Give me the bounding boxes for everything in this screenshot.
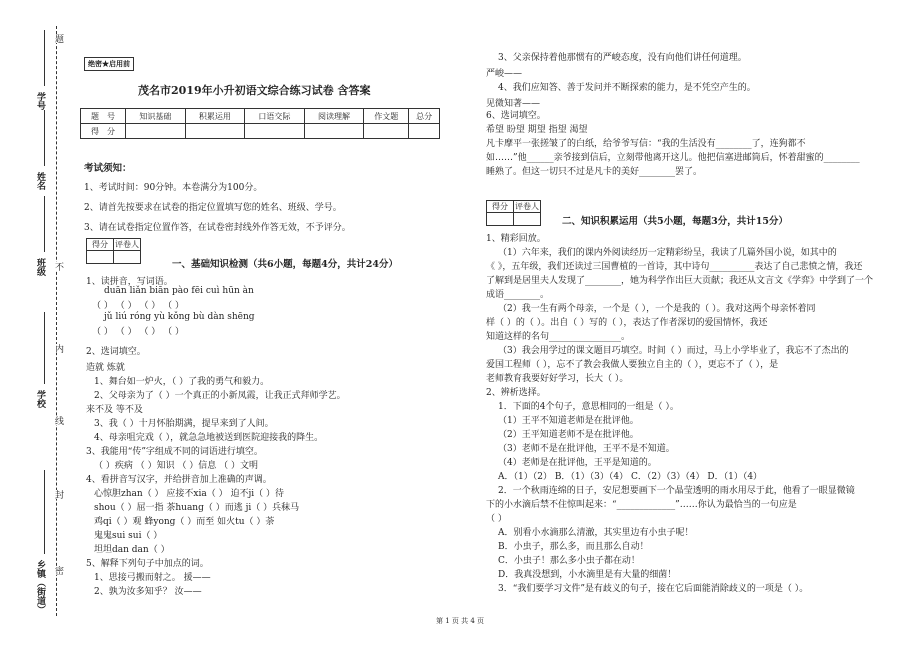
question-line: 3、父亲保持着他那惯有的严峻态度，没有向他们讲任何道理。 [498,53,747,63]
grader-name-label: 评卷人 [115,240,139,249]
score-cell[interactable] [126,124,186,139]
margin-label-town: 乡镇（街道） [35,560,45,614]
margin-label-student-id: 学号 [35,92,45,110]
question-line: 凡卡摩平一张搓皱了的白纸，给爷爷写信：“我的生活没有________了，连狗都不 [486,139,806,149]
question-line: 1、舞台如一炉火，（ ）了我的勇气和毅力。 [94,377,270,387]
answer-blank-line[interactable]: 心惊胆zhan（ ） 应接不xia（ ） 迫不ji（ ）待 [94,489,284,499]
score-cell[interactable] [364,124,409,139]
question-line: 2、孰为汝多知乎？ 汝—— [94,587,202,597]
cut-char: 密 [53,566,63,575]
question-line: 2、父母亲为了（ ）一个真正的小新凤霞，让我正式拜师学艺。 [94,391,346,401]
score-cell[interactable] [245,124,305,139]
question-line: 知道这样的名句________________。 [486,332,631,342]
right-column-body [486,213,886,593]
answer-blank-line[interactable]: （ ）疾病 （ ）知识 （ ）信息 （ ）文明 [94,461,259,471]
answer-blank-line[interactable]: 见微知著—— [486,99,541,109]
question-line: 1．下面的4个句子，意思相同的一组是（ ）。 [498,402,679,412]
option-line: D．我真没想到，小水滴里是有大量的细菌！ [498,570,677,580]
question-line: 4、母亲咀完戏（ ），就急急地被送到医院迎接我的降生。 [94,433,324,443]
score-table-header: 作文题 [364,109,409,124]
confidential-tag: 绝密★启用前 [84,57,134,71]
question-line: 1、读拼音，写词语。 [86,277,173,287]
question-line: 如……”他______亲爷接到信后，立刻带他离开这儿。他把信塞进邮筒后，怀着甜蜜的________ [486,153,860,163]
cut-char: 内 [53,344,63,353]
question-line: 睡熟了。但这一切只不过是凡卡的美好________罢了。 [486,167,703,177]
cut-char: 题 [53,34,63,43]
question-line: 《 》，五年级，我们还读过三国曹植的一首诗，其中诗句__________表达了自己悲愤之情，我还 [486,262,863,272]
score-cell[interactable] [304,124,364,139]
word-choices: 造就 炼就 [86,363,125,373]
question-line: 3、我能用“传”字组成不同的词语进行填空。 [86,447,263,457]
question-line: 下的小水滴后禁不住惊叫起来：“_____________”……你认为最恰当的一句应是 [486,500,797,510]
answer-blank-line[interactable]: 严峻—— [486,69,523,79]
section-heading: 二、知识积累运用（共5小题，每题3分，共计15分） [562,216,788,227]
answer-blank-line[interactable]: （ ） （ ） （ ） （ ） [92,327,185,337]
option-line: （2）王平知道老师不是在批评他。 [498,430,639,440]
cut-char: 封 [53,490,63,499]
grader-score-label: 得分 [486,200,514,213]
score-row-label: 得 分 [81,124,126,139]
answer-blank-line[interactable]: 鸡qi（ ）观 蜂yong（ ）而至 如火tu（ ）荼 [94,517,275,527]
exam-title: 茂名市2019年小升初语文综合练习试卷 含答案 [138,84,371,97]
score-table-header: 阅读理解 [304,109,364,124]
choice-line: A．（1）（2） B．（1）（3）（4） C．（2）（3）（4） D．（1）（4） [498,472,763,482]
student-id-blank[interactable] [44,30,45,86]
cut-line [56,26,57,616]
score-table-score-row [81,124,440,139]
question-line: 5、解释下列句子中加点的词。 [86,559,209,569]
question-line: 1、思接弓搬而射之。 援—— [94,573,211,583]
score-table-header: 积累运用 [185,109,245,124]
score-cell[interactable] [409,124,440,139]
question-line: 3、我（ ）十月怀胎期满，提早来到了人间。 [94,419,274,429]
score-table [80,108,440,139]
answer-blank-line[interactable]: （ ） [486,514,507,524]
question-line: 爱国工程师（ ），忘不了教会我做人要独立自主的（ ），更忘不了（ ），是 [486,360,779,370]
option-line: （3）老师不是在批评他，王平不是不知道。 [498,444,675,454]
notice-heading: 考试须知： [84,163,132,174]
question-line: （2）我一生有两个母亲，一个是（ ），一个是我的（ ）。我对这两个母亲怀着同 [498,304,816,314]
score-table-header: 口语交际 [245,109,305,124]
notice-item: 2、请首先按要求在试卷的指定位置填写您的姓名、班级、学号。 [84,203,342,213]
left-column [86,256,446,606]
answer-blank-line[interactable]: 鬼鬼sui sui（ ） [94,531,163,541]
score-table-header: 题 号 [81,109,126,124]
town-blank[interactable] [44,470,45,554]
word-choices: 希望 盼望 期望 指望 渴望 [486,125,588,135]
question-line: 2．一个秋雨连绵的日子，安尼想要画下一个晶莹透明的雨水用尽于此，他看了一眼显微镜 [498,486,855,496]
class-blank[interactable] [44,196,45,252]
question-line: 1、精彩回放。 [486,234,546,244]
notice-item: 1、考试时间：90分钟。本卷满分为100分。 [84,183,263,193]
option-line: A．别看小水滴那么清澈，其实里边有小虫子呢！ [498,528,694,538]
page-footer: 第 1 页 共 4 页 [435,617,485,625]
right-column-top [486,50,886,190]
margin-label-name: 姓名 [35,172,45,190]
grader-box [86,238,140,251]
pinyin-line: jǔ liú róng yù kǒng bù dàn shēng [104,312,255,322]
grader-box [486,200,540,213]
pinyin-line: duān liǎn biān pào fēi cuì hūn àn [104,286,254,296]
grader-score-label: 得分 [86,238,114,251]
answer-blank-line[interactable]: shou（ ）屈一指 茶huang（ ）而逃 ji（ ）兵秣马 [94,503,300,513]
score-table-header-row [81,109,440,124]
question-line: 2、选词填空。 [86,347,146,357]
score-table-header: 总分 [409,109,440,124]
question-line: （3）我会用学过的课文题目巧填空。时间（ ）而过，马上小学毕业了，我忘不了杰出的 [498,346,849,356]
margin-label-school: 学校 [35,390,45,408]
question-line: （1）六年来，我们的课内外阅读经历一定精彩纷呈，我读了几篇外国小说，如其中的 [498,248,837,258]
word-choices: 来不及 等不及 [86,405,143,415]
cut-char: 线 [53,416,63,425]
question-line: 4、看拼音写汉字，并给拼音加上准确的声调。 [86,475,272,485]
option-line: C．小虫子！那么多小虫子都在动！ [498,556,640,566]
question-line: 4、我们应知答、善于发问并不断探索的能力，是不凭空产生的。 [498,83,756,93]
notice-item: 3、请在试卷指定位置作答，在试卷密封线外作答无效，不予评分。 [84,223,351,233]
question-line: 样（ ）的（ ）。出自（ ）写的（ ），表达了作者深切的爱国情怀，我还 [486,318,768,328]
question-line: 了解到是居里夫人发现了________，她为科学作出巨大贡献；我还从文言文《学弈》中学到了一个 [486,276,874,286]
option-line: （4）老师是在批评他，王平是知道的。 [498,458,657,468]
question-line: 成语________。 [486,290,550,300]
section-heading: 一、基础知识检测（共6小题，每题4分，共计24分） [172,259,398,270]
margin-label-class: 班级 [35,258,45,276]
answer-blank-line[interactable]: （ ） （ ） （ ） （ ） [92,301,185,311]
option-line: B．小虫子，那么多，而且那么自动！ [498,542,649,552]
question-line: 6、选词填空。 [486,111,546,121]
option-line: （1）王平不知道老师是在批评他。 [498,416,639,426]
question-line: 老师教育我要好好学习，长大（ ）。 [486,374,629,384]
question-line: 2、辨析选择。 [486,388,546,398]
cut-char: 不 [53,262,63,271]
school-blank[interactable] [44,312,45,384]
question-line: 3．“我们要学习文件”是有歧义的句子，接在它后面能消除歧义的一项是（ ）。 [498,584,809,594]
answer-blank-line[interactable]: 坦坦dan dan（ ） [94,545,170,555]
grader-name-label: 评卷人 [515,202,539,211]
score-table-header: 知识基础 [126,109,186,124]
score-cell[interactable] [185,124,245,139]
name-blank[interactable] [44,110,45,166]
